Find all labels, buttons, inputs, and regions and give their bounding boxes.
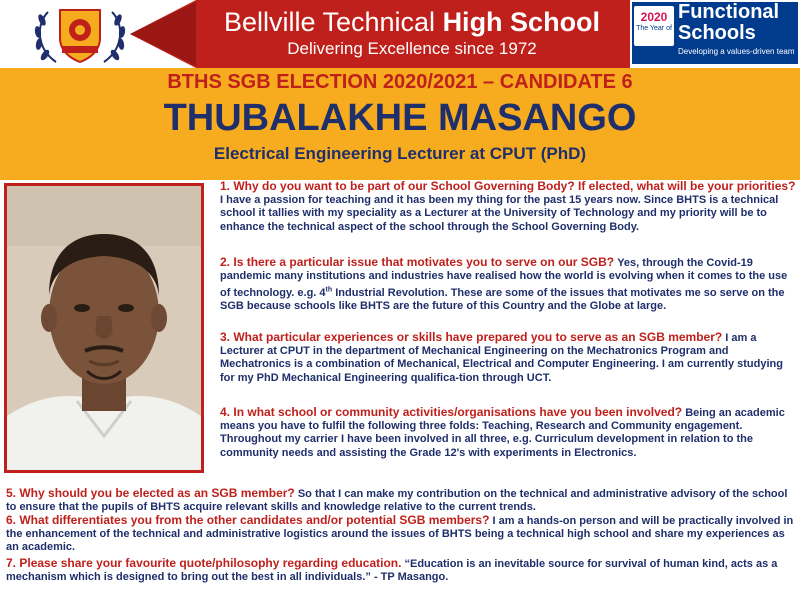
question-1: 1. Why do you want to be part of our School Governing Body? If elected, what will be your priorities?	[220, 179, 796, 193]
qa-item-5	[6, 487, 796, 514]
question-2: 2. Is there a particular issue that motivates you to serve on our SGB?	[220, 255, 615, 269]
candidate-name: THUBALAKHE MASANGO	[163, 97, 637, 139]
school-crest-logo	[30, 4, 130, 66]
answer-2: Yes, through the Covid-19 pandemic many institutions and industries have realised how the world is evolving when it comes to the use of technology. e.g. 4th Industrial Revolution. These are some of the issues that motivates me so serve on the SGB because schools like BHTS are the future of this Country and the Globe at large.	[220, 257, 788, 313]
header	[0, 0, 800, 68]
qa-item-3	[220, 331, 796, 385]
answer-7: “Education is an inevitable source for survival of human kind, acts as a mechanism which is designed to bring out the best in all individuals.” - TP Masango.	[6, 558, 778, 584]
answer-1: I have a passion for teaching and it has been my thing for the past 15 years now. Since BHTS is a technical school it tallies with my speciality as a Lecturer at the University of Technology and my priority will be to enhance the technical aspect of the school through the School Governing Body.	[220, 194, 779, 233]
functional-schools-logo	[632, 2, 798, 64]
qa-item-4	[220, 406, 796, 460]
year-sub-label: The Year of	[636, 25, 672, 32]
qa-item-6	[6, 514, 796, 555]
year-label: 2020	[640, 10, 668, 24]
qa-item-1	[220, 180, 796, 234]
question-3: 3. What particular experiences or skills have prepared you to serve as an SGB member?	[220, 330, 723, 344]
answer-5: So that I can make my contribution on the technical and administrative advisory of the school to ensure that the pupils of BHTS acquire relevant skills and knowledge relative to the current trends.	[6, 488, 788, 514]
qa-item-2	[220, 256, 796, 313]
school-name: Bellville Technical High School	[223, 7, 601, 37]
answer-3: I am a Lecturer at CPUT in the department of Mechanical Engineering on the Mechatronics Program and Mechatronics is a combination of Mechanical, Electrical and Computer Engineering. I am currently studying for my PhD Mechanical Engineering qualifica-tion through UCT.	[220, 332, 783, 384]
answer-4: Being an academic means you have to fulfil the following three folds: Teaching, Research and Community engagement. Throughout my carrier I have been involved in all three, e.g. Curriculum development in relation to the community needs and assisting the Grade 12's with experiments in Electronics.	[220, 407, 785, 459]
candidate-photo	[4, 183, 204, 473]
question-6: 6. What differentiates you from the other candidates and/or potential SGB members?	[6, 513, 490, 527]
answer-6: I am a hands-on person and will be practically involved in the enhancement of the technical and administrative logistics around the issues of BHTS being a technical high school and share my experiences as an academic.	[6, 515, 794, 554]
qa-item-7	[6, 557, 796, 584]
candidate-role: Electrical Engineering Lecturer at CPUT (PhD)	[213, 144, 587, 163]
question-5: 5. Why should you be elected as an SGB member?	[6, 486, 295, 500]
school-motto: Delivering Excellence since 1972	[287, 39, 537, 58]
election-title: BTHS SGB ELECTION 2020/2021 – CANDIDATE 6	[167, 71, 633, 93]
functional-schools-title	[678, 2, 796, 44]
year-badge	[634, 6, 674, 46]
functional-schools-tagline: Developing a values-driven team	[678, 47, 795, 56]
question-7: 7. Please share your favourite quote/philosophy regarding education.	[6, 556, 402, 570]
title-line-1: Functional	[678, 1, 780, 23]
question-4: 4. In what school or community activities/organisations have you been involved?	[220, 405, 683, 419]
title-line-2: Schools	[678, 22, 756, 44]
portrait-illustration	[7, 186, 201, 470]
